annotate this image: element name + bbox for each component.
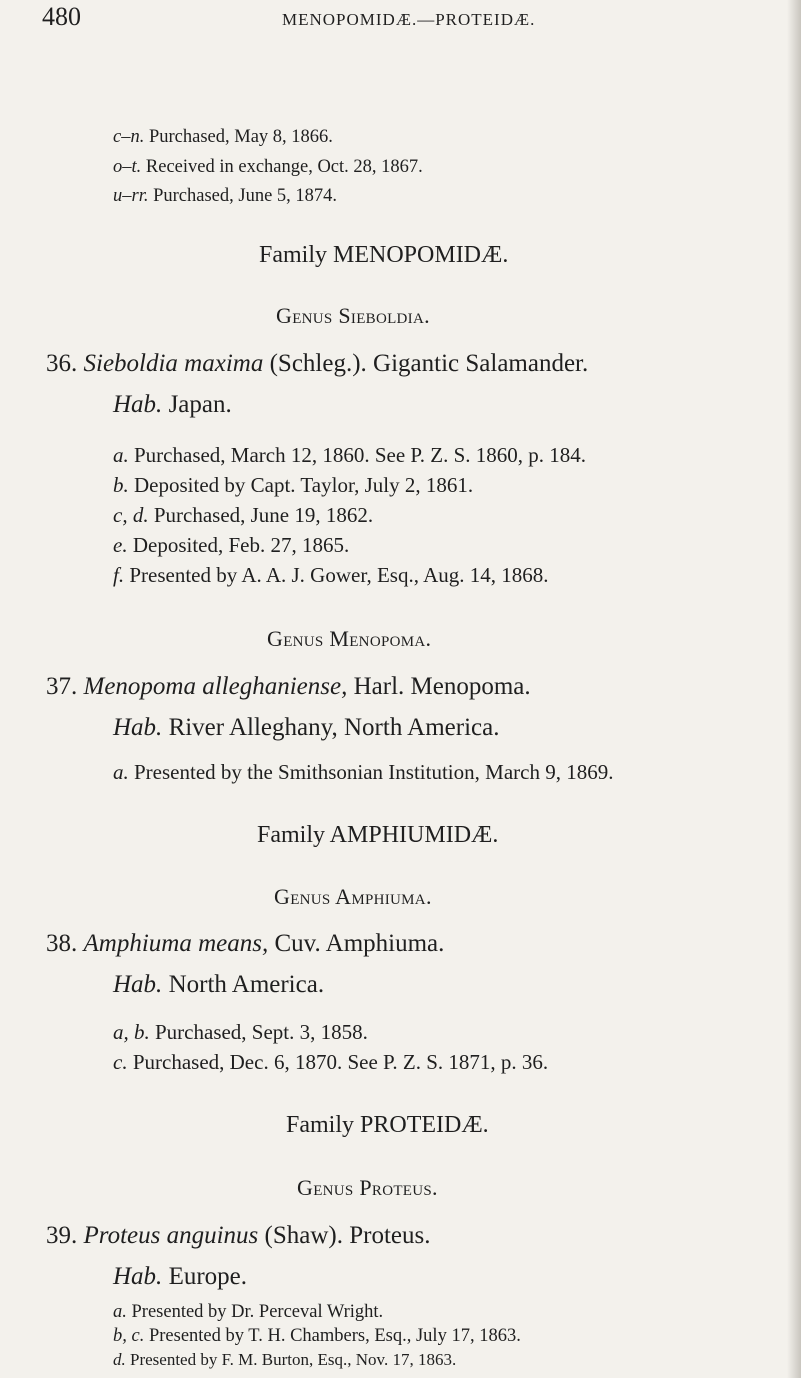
- entry-line: [113, 127, 333, 148]
- entry-text: Purchased, Dec. 6, 1870. See P. Z. S. 1871, p. 36.: [127, 1050, 549, 1074]
- species-name: Sieboldia maxima: [83, 350, 264, 377]
- family-heading: Family MENOPOMIDÆ.: [259, 242, 509, 268]
- habitat-line: [113, 1263, 247, 1291]
- entry-key: u–rr.: [113, 186, 149, 206]
- family-heading: Family AMPHIUMIDÆ.: [257, 822, 499, 848]
- entry-text: Presented by A. A. J. Gower, Esq., Aug. 14, 1868.: [124, 563, 549, 587]
- page-header: [42, 2, 762, 38]
- entry-text: Purchased, March 12, 1860. See P. Z. S. 1860, p. 184.: [128, 443, 587, 467]
- entry-key: o–t.: [113, 157, 142, 177]
- habitat-label: Hab.: [113, 971, 163, 998]
- entry-line: [113, 760, 613, 785]
- entry-key: a.: [113, 1302, 127, 1322]
- entry-text: Presented by T. H. Chambers, Esq., July 17, 1863.: [144, 1326, 521, 1346]
- entry-key: d.: [113, 1350, 126, 1369]
- entry-text: Purchased, June 19, 1862.: [148, 503, 374, 527]
- habitat-text: Europe.: [162, 1263, 248, 1290]
- entry-text: Deposited, Feb. 27, 1865.: [127, 533, 350, 557]
- running-head: MENOPOMIDÆ.—PROTEIDÆ.: [282, 10, 536, 29]
- entry-key: a, b.: [113, 1020, 150, 1044]
- habitat-line: [113, 971, 324, 999]
- entry-text: Purchased, May 8, 1866.: [144, 127, 333, 147]
- entry-line: [113, 157, 423, 178]
- habitat-text: North America.: [162, 971, 325, 998]
- species-name: Proteus anguinus: [83, 1222, 259, 1249]
- genus-heading: Genus Sieboldia.: [276, 303, 430, 328]
- entry-text: [126, 1368, 333, 1378]
- habitat-text: Japan.: [162, 391, 232, 418]
- entry-text: Deposited by Capt. Taylor, July 2, 1861.: [128, 473, 474, 497]
- species-number: 39.: [46, 1222, 78, 1249]
- habitat-line: [113, 391, 232, 419]
- page-edge-shadow: [787, 0, 801, 1378]
- entry-text: Purchased, Sept. 3, 1858.: [149, 1020, 368, 1044]
- entry-line: [113, 473, 473, 498]
- entry-key: b, c.: [113, 1326, 145, 1346]
- entry-line: [113, 1050, 548, 1075]
- entry-line: [113, 1350, 456, 1370]
- habitat-label: Hab.: [113, 1263, 163, 1290]
- entry-line: [113, 533, 349, 558]
- entry-key: b.: [113, 473, 129, 497]
- habitat-label: Hab.: [113, 714, 163, 741]
- habitat-text: River Alleghany, North America.: [162, 714, 500, 741]
- species-rest: (Schleg.). Gigantic Salamander.: [263, 350, 589, 377]
- habitat-line: [113, 714, 500, 742]
- genus-heading: Genus Menopoma.: [267, 626, 432, 651]
- page-number: 480: [42, 2, 81, 31]
- entry-key: a.: [113, 443, 129, 467]
- species-rest: (Shaw). Proteus.: [258, 1222, 431, 1249]
- entry-line: [113, 1326, 521, 1347]
- entry-text: Presented by the Smithsonian Institution, March 9, 1869.: [128, 760, 614, 784]
- entry-line: [113, 1302, 383, 1323]
- family-heading: Family PROTEIDÆ.: [286, 1112, 489, 1138]
- species-line: [46, 930, 444, 958]
- entry-key: c.: [113, 1050, 128, 1074]
- species-line: [46, 350, 588, 378]
- species-name: Menopoma alleghaniense,: [83, 673, 348, 700]
- entry-text: Received in exchange, Oct. 28, 1867.: [141, 157, 423, 177]
- entry-line: [113, 1020, 368, 1045]
- entry-text: Purchased, June 5, 1874.: [148, 186, 338, 206]
- entry-key: c, d.: [113, 503, 149, 527]
- entry-line: [113, 186, 337, 207]
- species-line: [46, 1222, 431, 1250]
- entry-key: e.: [113, 533, 128, 557]
- genus-heading: Genus Amphiuma.: [274, 884, 432, 909]
- species-number: 37.: [46, 673, 78, 700]
- entry-line: [113, 503, 373, 528]
- species-number: 36.: [46, 350, 78, 377]
- genus-heading: Genus Proteus.: [297, 1175, 438, 1200]
- entry-text: Presented by Dr. Perceval Wright.: [126, 1302, 384, 1322]
- entry-text: Presented by F. M. Burton, Esq., Nov. 17, 1863.: [125, 1350, 457, 1369]
- habitat-label: Hab.: [113, 391, 163, 418]
- entry-key: a.: [113, 760, 129, 784]
- entry-key: f.: [113, 563, 125, 587]
- species-rest: Cuv. Amphiuma.: [268, 930, 445, 957]
- entry-key: [113, 1368, 126, 1378]
- species-rest: Harl. Menopoma.: [347, 673, 531, 700]
- species-name: Amphiuma means,: [83, 930, 269, 957]
- species-number: 38.: [46, 930, 78, 957]
- entry-key: c–n.: [113, 127, 145, 147]
- entry-line: [113, 443, 586, 468]
- entry-line: [113, 563, 548, 588]
- species-line: [46, 673, 531, 701]
